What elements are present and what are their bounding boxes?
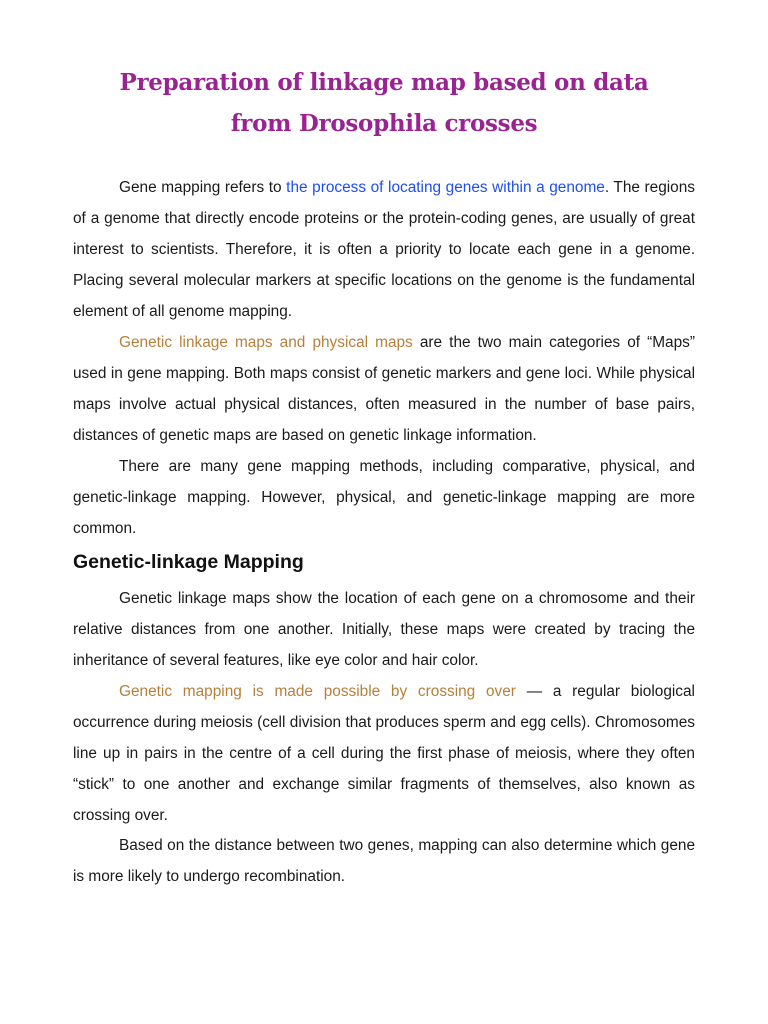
paragraph-text: are the two main categories of “Maps” used in gene mapping. Both maps consist of genetic markers and gene loci. While physical maps involve actual physical distances, often measured in the number of base pairs, distances of genetic maps are based on genetic linkage information. — [73, 334, 695, 444]
paragraph-mapping-methods: There are many gene mapping methods, including comparative, physical, and genetic-linkage mapping. However, physical, and genetic-linkage mapping are more common. — [73, 458, 695, 537]
paragraph-recombination: Based on the distance between two genes, mapping can also determine which gene is more likely to undergo recombination. — [73, 837, 695, 885]
link-gene-locating-process[interactable]: the process of locating genes within a genome — [286, 179, 605, 196]
paragraph-map-categories — [73, 327, 695, 451]
paragraph-linkage-maps-description: Genetic linkage maps show the location of each gene on a chromosome and their relative distances from one another. Initially, these maps were created by tracing the inheritance of several features, like eye color and hair color. — [73, 590, 695, 669]
paragraph-text: . The regions of a genome that directly encode proteins or the protein-coding genes, are usually of great interest to scientists. Therefore, it is often a priority to locate each gene in a genome. Placing several molecular markers at specific locations on the genome is the fundamental element of all genome mapping. — [73, 179, 695, 320]
section-heading-genetic-linkage-mapping: Genetic-linkage Mapping — [73, 551, 304, 573]
paragraph-crossing-over — [73, 676, 695, 831]
title-line-2: from Drosophila crosses — [230, 110, 538, 137]
title-line-1: Preparation of linkage map based on data — [119, 69, 649, 96]
paragraph-text: — a regular biological occurrence during meiosis (cell division that produces sperm and egg cells). Chromosomes line up in pairs in the centre of a cell during the first phase of meiosis, where they often “stick” to one another and exchange similar fragments of themselves, also known as crossing over. — [73, 683, 695, 824]
page-title — [60, 62, 708, 144]
link-linkage-and-physical-maps[interactable]: Genetic linkage maps and physical maps — [119, 334, 413, 351]
paragraph-gene-mapping-intro — [73, 172, 695, 327]
paragraph-text: Gene mapping refers to — [119, 179, 287, 196]
link-crossing-over[interactable]: Genetic mapping is made possible by crossing over — [119, 683, 516, 700]
